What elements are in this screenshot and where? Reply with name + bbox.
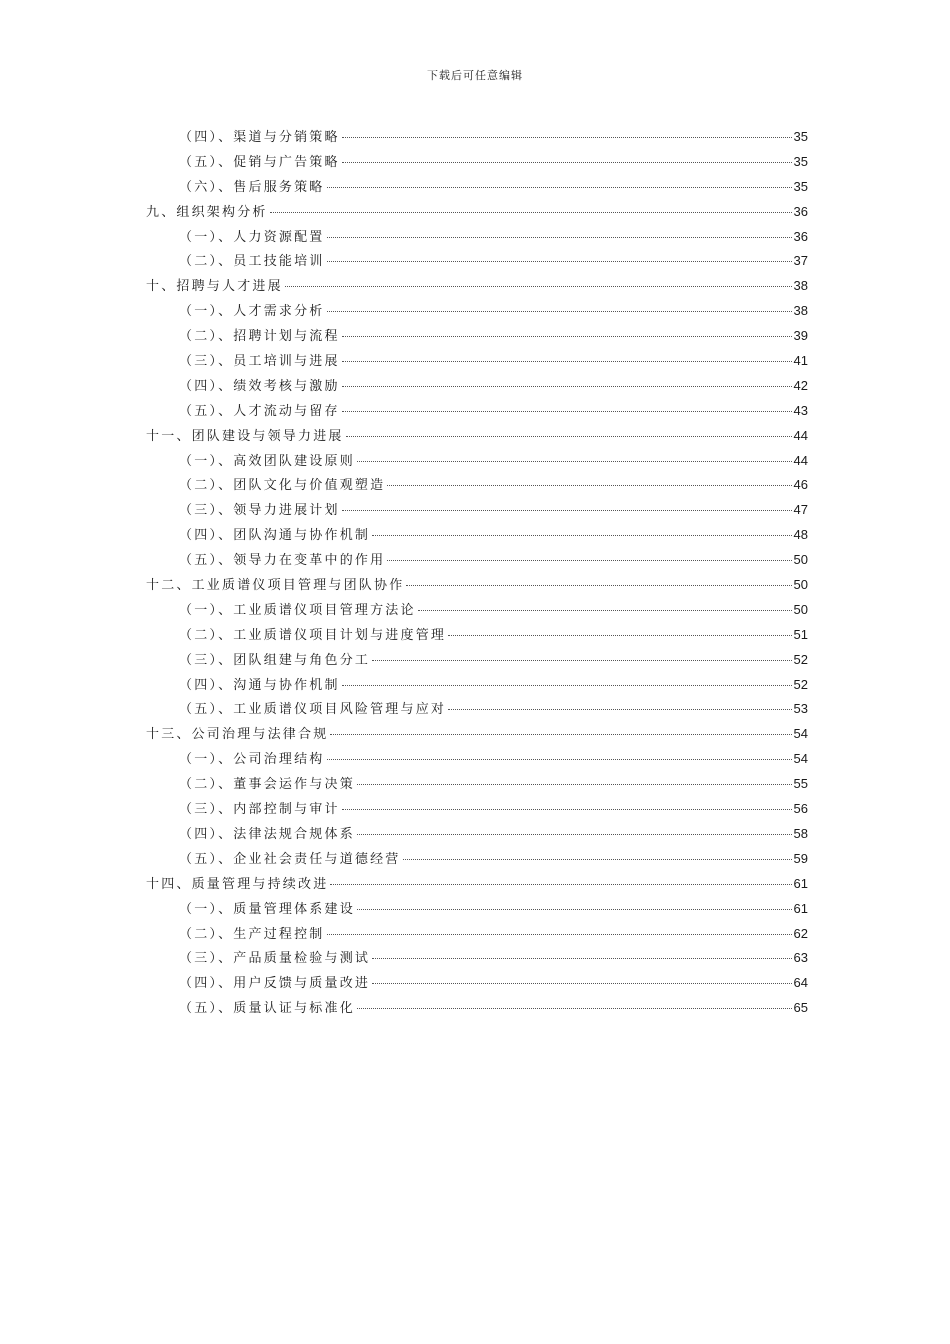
toc-chapter-entry[interactable] <box>146 873 808 898</box>
toc-dot-leader <box>448 635 791 636</box>
toc-section-entry[interactable] <box>146 972 808 997</box>
toc-dot-leader <box>357 461 792 462</box>
toc-entry-page-number: 61 <box>793 875 808 891</box>
toc-entry-page-number: 35 <box>793 178 808 194</box>
toc-dot-leader <box>372 958 791 959</box>
toc-entry-page-number: 46 <box>793 477 808 493</box>
toc-section-entry[interactable] <box>146 126 808 151</box>
toc-dot-leader <box>372 660 791 661</box>
toc-dot-leader <box>327 237 792 238</box>
table-of-contents <box>146 126 808 1022</box>
toc-entry-page-number: 41 <box>793 353 808 369</box>
toc-entry-title: （五）、人才流动与留存 <box>179 403 340 419</box>
toc-entry-title: （二）、工业质谱仪项目计划与进度管理 <box>179 627 447 643</box>
toc-entry-page-number: 54 <box>793 751 808 767</box>
toc-dot-leader <box>330 734 791 735</box>
toc-entry-page-number: 55 <box>793 776 808 792</box>
toc-entry-page-number: 51 <box>793 626 808 642</box>
toc-entry-page-number: 47 <box>793 502 808 518</box>
toc-section-entry[interactable] <box>146 773 808 798</box>
toc-section-entry[interactable] <box>146 450 808 475</box>
toc-dot-leader <box>342 361 792 362</box>
toc-section-entry[interactable] <box>146 250 808 275</box>
toc-dot-leader <box>342 336 792 337</box>
toc-dot-leader <box>342 809 792 810</box>
toc-entry-title: （一）、人力资源配置 <box>179 229 325 245</box>
toc-dot-leader <box>357 909 792 910</box>
toc-entry-title: （一）、人才需求分析 <box>179 304 325 320</box>
toc-entry-page-number: 62 <box>793 925 808 941</box>
toc-entry-page-number: 50 <box>793 601 808 617</box>
toc-entry-title: （四）、用户反馈与质量改进 <box>179 976 371 992</box>
toc-entry-page-number: 44 <box>793 427 808 443</box>
toc-dot-leader <box>342 685 792 686</box>
toc-dot-leader <box>448 709 791 710</box>
toc-section-entry[interactable] <box>146 524 808 549</box>
toc-entry-page-number: 50 <box>793 577 808 593</box>
toc-section-entry[interactable] <box>146 698 808 723</box>
toc-entry-page-number: 54 <box>793 726 808 742</box>
toc-section-entry[interactable] <box>146 898 808 923</box>
toc-chapter-entry[interactable] <box>146 574 808 599</box>
toc-entry-page-number: 64 <box>793 975 808 991</box>
toc-entry-title: （四）、团队沟通与协作机制 <box>179 528 371 544</box>
toc-dot-leader <box>327 261 792 262</box>
toc-entry-page-number: 50 <box>793 552 808 568</box>
toc-entry-title: （四）、沟通与协作机制 <box>179 677 340 693</box>
toc-entry-title: （二）、董事会运作与决策 <box>179 777 355 793</box>
toc-entry-title: （二）、员工技能培训 <box>179 254 325 270</box>
toc-entry-title: （五）、企业社会责任与道德经营 <box>179 851 401 867</box>
toc-entry-title: 十二、工业质谱仪项目管理与团队协作 <box>146 578 405 594</box>
toc-section-entry[interactable] <box>146 649 808 674</box>
toc-dot-leader <box>357 1008 792 1009</box>
toc-entry-title: 十三、公司治理与法律合规 <box>146 727 329 743</box>
toc-entry-page-number: 56 <box>793 801 808 817</box>
toc-entry-page-number: 42 <box>793 377 808 393</box>
toc-entry-title: （五）、工业质谱仪项目风险管理与应对 <box>179 702 447 718</box>
toc-entry-page-number: 38 <box>793 303 808 319</box>
toc-section-entry[interactable] <box>146 151 808 176</box>
toc-section-entry[interactable] <box>146 823 808 848</box>
toc-dot-leader <box>406 585 791 586</box>
toc-entry-page-number: 63 <box>793 950 808 966</box>
toc-entry-page-number: 38 <box>793 278 808 294</box>
toc-entry-page-number: 48 <box>793 527 808 543</box>
toc-entry-title: 十四、质量管理与持续改进 <box>146 876 329 892</box>
toc-section-entry[interactable] <box>146 549 808 574</box>
toc-chapter-entry[interactable] <box>146 425 808 450</box>
toc-entry-page-number: 44 <box>793 452 808 468</box>
toc-dot-leader <box>327 187 792 188</box>
toc-entry-page-number: 43 <box>793 402 808 418</box>
toc-section-entry[interactable] <box>146 748 808 773</box>
toc-dot-leader <box>342 137 792 138</box>
toc-dot-leader <box>357 834 792 835</box>
toc-chapter-entry[interactable] <box>146 275 808 300</box>
toc-section-entry[interactable] <box>146 923 808 948</box>
toc-entry-page-number: 59 <box>793 850 808 866</box>
toc-entry-title: （五）、领导力在变革中的作用 <box>179 553 386 569</box>
toc-entry-title: （三）、领导力进展计划 <box>179 503 340 519</box>
toc-entry-title: （二）、团队文化与价值观塑造 <box>179 478 386 494</box>
toc-dot-leader <box>342 411 792 412</box>
toc-entry-title: 九、组织架构分析 <box>146 204 268 220</box>
toc-dot-leader <box>327 759 792 760</box>
toc-entry-title: 十、招聘与人才进展 <box>146 279 283 295</box>
toc-entry-page-number: 65 <box>793 1000 808 1016</box>
toc-entry-title: （六）、售后服务策略 <box>179 179 325 195</box>
toc-section-entry[interactable] <box>146 997 808 1022</box>
toc-dot-leader <box>346 436 792 437</box>
toc-entry-title: （三）、产品质量检验与测试 <box>179 951 371 967</box>
toc-entry-title: 十一、团队建设与领导力进展 <box>146 428 344 444</box>
toc-section-entry[interactable] <box>146 947 808 972</box>
toc-dot-leader <box>270 212 792 213</box>
toc-dot-leader <box>403 859 792 860</box>
toc-dot-leader <box>327 934 792 935</box>
toc-dot-leader <box>342 386 792 387</box>
toc-section-entry[interactable] <box>146 300 808 325</box>
toc-entry-title: （四）、绩效考核与激励 <box>179 378 340 394</box>
toc-section-entry[interactable] <box>146 325 808 350</box>
toc-entry-page-number: 36 <box>793 203 808 219</box>
toc-chapter-entry[interactable] <box>146 723 808 748</box>
toc-section-entry[interactable] <box>146 599 808 624</box>
toc-dot-leader <box>372 983 791 984</box>
toc-entry-title: （四）、法律法规合规体系 <box>179 826 355 842</box>
toc-section-entry[interactable] <box>146 848 808 873</box>
toc-entry-page-number: 37 <box>793 253 808 269</box>
toc-section-entry[interactable] <box>146 499 808 524</box>
toc-dot-leader <box>372 535 791 536</box>
toc-section-entry[interactable] <box>146 176 808 201</box>
toc-dot-leader <box>387 560 791 561</box>
toc-dot-leader <box>342 510 792 511</box>
toc-entry-page-number: 53 <box>793 701 808 717</box>
toc-section-entry[interactable] <box>146 400 808 425</box>
toc-entry-title: （一）、工业质谱仪项目管理方法论 <box>179 602 416 618</box>
toc-entry-page-number: 39 <box>793 328 808 344</box>
toc-entry-title: （一）、质量管理体系建设 <box>179 901 355 917</box>
toc-section-entry[interactable] <box>146 226 808 251</box>
toc-dot-leader <box>285 286 792 287</box>
toc-section-entry[interactable] <box>146 798 808 823</box>
toc-section-entry[interactable] <box>146 624 808 649</box>
toc-entry-title: （一）、高效团队建设原则 <box>179 453 355 469</box>
toc-entry-title: （五）、质量认证与标准化 <box>179 1001 355 1017</box>
toc-section-entry[interactable] <box>146 674 808 699</box>
toc-dot-leader <box>342 162 792 163</box>
toc-dot-leader <box>327 311 792 312</box>
toc-dot-leader <box>418 610 792 611</box>
toc-dot-leader <box>357 784 792 785</box>
toc-entry-page-number: 36 <box>793 228 808 244</box>
toc-dot-leader <box>387 485 791 486</box>
toc-entry-page-number: 35 <box>793 153 808 169</box>
toc-entry-title: （四）、渠道与分销策略 <box>179 130 340 145</box>
toc-entry-title: （二）、生产过程控制 <box>179 926 325 942</box>
toc-entry-title: （五）、促销与广告策略 <box>179 154 340 170</box>
toc-entry-title: （三）、内部控制与审计 <box>179 802 340 818</box>
toc-entry-title: （一）、公司治理结构 <box>179 752 325 768</box>
page-header: 下载后可任意编辑 <box>427 69 523 82</box>
toc-entry-title: （三）、员工培训与进展 <box>179 354 340 370</box>
toc-section-entry[interactable] <box>146 375 808 400</box>
toc-entry-page-number: 35 <box>793 129 808 144</box>
toc-entry-page-number: 61 <box>793 900 808 916</box>
toc-chapter-entry[interactable] <box>146 201 808 226</box>
toc-entry-page-number: 52 <box>793 676 808 692</box>
toc-dot-leader <box>330 884 791 885</box>
toc-entry-page-number: 58 <box>793 825 808 841</box>
toc-entry-title: （三）、团队组建与角色分工 <box>179 652 371 668</box>
toc-section-entry[interactable] <box>146 350 808 375</box>
toc-entry-title: （二）、招聘计划与流程 <box>179 329 340 345</box>
toc-section-entry[interactable] <box>146 474 808 499</box>
toc-entry-page-number: 52 <box>793 651 808 667</box>
